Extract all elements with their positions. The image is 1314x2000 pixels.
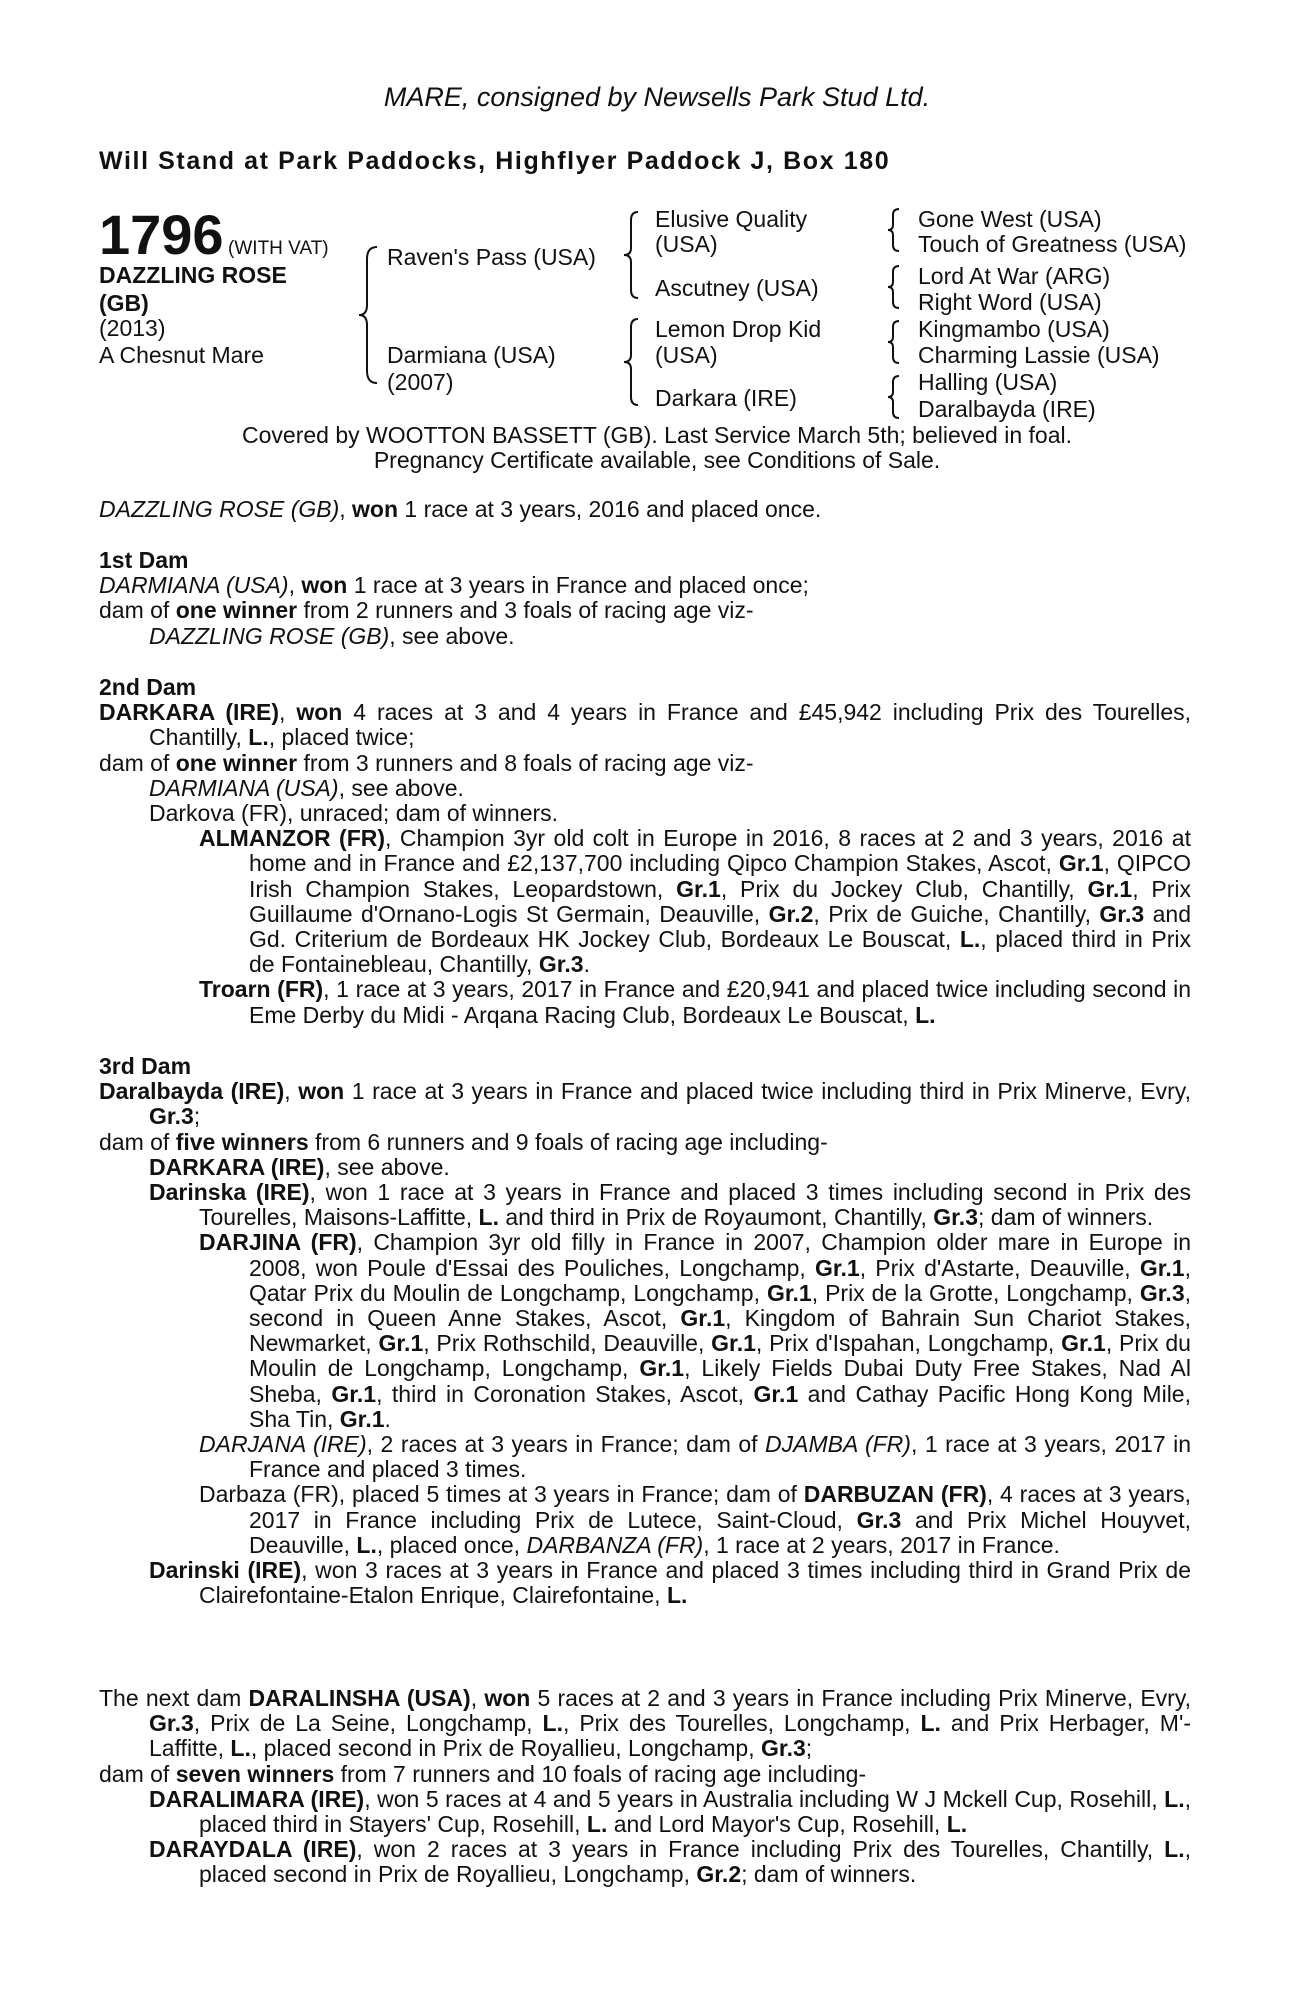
first-dam-name: DARMIANA (USA) bbox=[99, 572, 289, 599]
pedigree-brace-dam bbox=[620, 317, 644, 407]
third-dam-record: Daralbayda (IRE), won 1 race at 3 years in France and placed twice including third in Prix Minerve, Evry, Gr.3; bbox=[99, 1078, 1191, 1130]
location-line: Will Stand at Park Paddocks, Highflyer Paddock J, Box 180 bbox=[99, 147, 891, 175]
cover-line-2: Pregnancy Certificate available, see Conditions of Sale. bbox=[373, 447, 941, 473]
pedigree-g3-1: Gone West (USA) bbox=[918, 206, 1102, 232]
pedigree-dam-year: (2007) bbox=[387, 369, 454, 395]
pedigree-brace-sire bbox=[620, 210, 644, 300]
pedigree-brace-g1 bbox=[885, 207, 903, 253]
darjana-record: DARJANA (IRE), 2 races at 3 years in France; dam of DJAMBA (FR), 1 race at 3 years, 2017 in France and placed 3 times. bbox=[199, 1431, 1192, 1483]
second-dam-offspring-1: DARMIANA (USA), see above. bbox=[149, 774, 464, 801]
second-dam-production: dam of one winner from 3 runners and 8 foals of racing age viz- bbox=[99, 749, 754, 776]
pedigree-g3-6: Charming Lassie (USA) bbox=[918, 342, 1160, 368]
pedigree-sire-sire-1: Elusive Quality bbox=[655, 206, 808, 232]
second-dam-offspring-2: Darkova (FR), unraced; dam of winners. bbox=[149, 800, 559, 827]
lot-number: 1796 bbox=[99, 203, 224, 266]
second-dam-section bbox=[99, 675, 1191, 1028]
horse-year: (2013) bbox=[99, 315, 166, 341]
first-dam-section bbox=[99, 548, 1191, 649]
darinski-record: Darinski (IRE), won 3 races at 3 years in France and placed 3 times including third in Grand Prix de Clairefontaine-Etalon Enrique, Clairefontaine, L. bbox=[149, 1557, 1191, 1609]
troarn-record: Troarn (FR), 1 race at 3 years, 2017 in France and £20,941 and placed twice including second in Eme Derby du Midi - Arqana Racing Club, Bordeaux Le Bouscat, L. bbox=[199, 976, 1191, 1028]
third-dam-section bbox=[99, 1054, 1191, 1608]
third-dam-name: Daralbayda (IRE) bbox=[99, 1078, 285, 1105]
pedigree-sire-sire-2: (USA) bbox=[655, 231, 718, 257]
summary-text: 1 race at 3 years, 2016 and placed once. bbox=[398, 496, 822, 522]
second-dam-name: DARKARA (IRE) bbox=[99, 699, 279, 726]
horse-description: A Chesnut Mare bbox=[99, 342, 264, 368]
pedigree-sire-dam: Ascutney (USA) bbox=[655, 275, 819, 301]
darjina-record: DARJINA (FR), Champion 3yr old filly in France in 2007, Champion older mare in Europe in 2008, won Poule d'Essai des Pouliches, Longchamp, Gr.1, Prix d'Astarte, Deauville, Gr.1, Qatar Prix du Moulin de Longchamp, Longchamp, Gr.1, Prix de la Grotte, Longchamp, Gr.3, second in Queen Anne Stakes, Ascot, Gr.1, Kingdom of Bahrain Sun Chariot Stakes, Newmarket, Gr.1, Prix Rothschild, Deauville, Gr.1, Prix d'Ispahan, Longchamp, Gr.1, Prix du Moulin de Longchamp, Longchamp, Gr.1, Likely Fields Dubai Duty Free Stakes, Nad Al Sheba, Gr.1, third in Coronation Stakes, Ascot, Gr.1 and Cathay Pacific Hong Kong Mile, Sha Tin, Gr.1. bbox=[199, 1229, 1192, 1432]
darkara-line: DARKARA (IRE), see above. bbox=[149, 1153, 450, 1180]
pedigree-dam-sire-2: (USA) bbox=[655, 342, 718, 368]
horse-country: (GB) bbox=[99, 290, 149, 316]
next-dam-name: DARALINSHA (USA) bbox=[248, 1685, 471, 1711]
pedigree-g3-8: Daralbayda (IRE) bbox=[918, 396, 1096, 422]
pedigree-sire: Raven's Pass (USA) bbox=[387, 244, 596, 270]
pedigree-brace-g2 bbox=[885, 264, 903, 310]
pedigree-brace-main bbox=[355, 245, 385, 385]
summary-name: DAZZLING ROSE (GB) bbox=[99, 496, 340, 522]
next-dam-production: dam of seven winners from 7 runners and 10 foals of racing age including- bbox=[99, 1760, 867, 1787]
next-dam-record: The next dam DARALINSHA (USA), won 5 races at 2 and 3 years in France including Prix Minerve, Evry, Gr.3, Prix de La Seine, Longchamp, L., Prix des Tourelles, Longchamp, L. and Prix Herbager, M'-Laffitte, L., placed second in Prix de Royallieu, Longchamp, Gr.3; bbox=[99, 1685, 1192, 1762]
first-dam-production: dam of one winner from 2 runners and 3 foals of racing age viz- bbox=[99, 597, 754, 624]
pedigree-g3-2: Touch of Greatness (USA) bbox=[918, 231, 1187, 257]
darinska-record: Darinska (IRE), won 1 race at 3 years in France and placed 3 times including second in Prix des Tourelles, Maisons-Laffitte, L. and third in Prix de Royaumont, Chantilly, Gr.3; dam of winners. bbox=[149, 1179, 1192, 1231]
second-dam-record: DARKARA (IRE), won 4 races at 3 and 4 years in France and £45,942 including Prix des Tourelles, Chantilly, L., placed twice; bbox=[99, 699, 1192, 751]
first-dam-record: DARMIANA (USA), won 1 race at 3 years in France and placed once; bbox=[99, 572, 809, 599]
pedigree-dam-sire-1: Lemon Drop Kid bbox=[655, 316, 822, 342]
pedigree-brace-g4 bbox=[885, 374, 903, 420]
third-dam-production: dam of five winners from 6 runners and 9 foals of racing age including- bbox=[99, 1128, 828, 1155]
third-dam-heading: 3rd Dam bbox=[99, 1053, 192, 1079]
darbaza-record: Darbaza (FR), placed 5 times at 3 years in France; dam of DARBUZAN (FR), 4 races at 3 years, 2017 in France including Prix de Lutece, Saint-Cloud, Gr.3 and Prix Michel Houyvet, Deauville, L., placed once, DARBANZA (FR), 1 race at 2 years, 2017 in France. bbox=[199, 1481, 1191, 1558]
race-summary: DAZZLING ROSE (GB), won 1 race at 3 years, 2016 and placed once. bbox=[99, 496, 822, 522]
first-dam-heading: 1st Dam bbox=[99, 547, 189, 573]
consignment-line: MARE, consigned by Newsells Park Stud Ltd. bbox=[383, 82, 931, 112]
pedigree-g3-4: Right Word (USA) bbox=[918, 289, 1102, 315]
horse-name: DAZZLING ROSE bbox=[99, 262, 287, 288]
vat-label: (WITH VAT) bbox=[228, 238, 329, 259]
pedigree-g3-7: Halling (USA) bbox=[918, 369, 1058, 395]
lot-number-line bbox=[99, 203, 329, 266]
pedigree-dam-dam: Darkara (IRE) bbox=[655, 385, 797, 411]
second-dam-heading: 2nd Dam bbox=[99, 674, 197, 700]
pedigree-dam: Darmiana (USA) bbox=[387, 342, 556, 368]
pedigree-g3-5: Kingmambo (USA) bbox=[918, 316, 1110, 342]
daralimara-record: DARALIMARA (IRE), won 5 races at 4 and 5 years in Australia including W J Mckell Cup, Rosehill, L., placed third in Stayers' Cup, Rosehill, L. and Lord Mayor's Cup, Rosehill, L. bbox=[149, 1785, 1191, 1838]
almanzor-record: ALMANZOR (FR), Champion 3yr old colt in Europe in 2016, 8 races at 2 and 3 years, 2016 at home and in France and £2,137,700 including Qipco Champion Stakes, Ascot, Gr.1, QIPCO Irish Champion Stakes, Leopardstown, Gr.1, Prix du Jockey Club, Chantilly, Gr.1, Prix Guillaume d'Ornano-Logis St Germain, Deauville, Gr.2, Prix de Guiche, Chantilly, Gr.3 and Gd. Criterium de Bordeaux HK Jockey Club, Bordeaux Le Bouscat, L., placed third in Prix de Fontainebleau, Chantilly, Gr.3. bbox=[199, 825, 1192, 978]
first-dam-offspring: DAZZLING ROSE (GB), see above. bbox=[149, 622, 515, 649]
pedigree-brace-g3 bbox=[885, 319, 903, 365]
daraydala-record: DARAYDALA (IRE), won 2 races at 3 years in France including Prix des Tourelles, Chantilly, L., placed second in Prix de Royallieu, Longchamp, Gr.2; dam of winners. bbox=[149, 1836, 1191, 1888]
cover-line-1: Covered by WOOTTON BASSETT (GB). Last Service March 5th; believed in foal. bbox=[242, 422, 1072, 448]
summary-won: won bbox=[352, 496, 399, 522]
next-dam-section bbox=[99, 1686, 1191, 1888]
pedigree-g3-3: Lord At War (ARG) bbox=[918, 263, 1111, 289]
